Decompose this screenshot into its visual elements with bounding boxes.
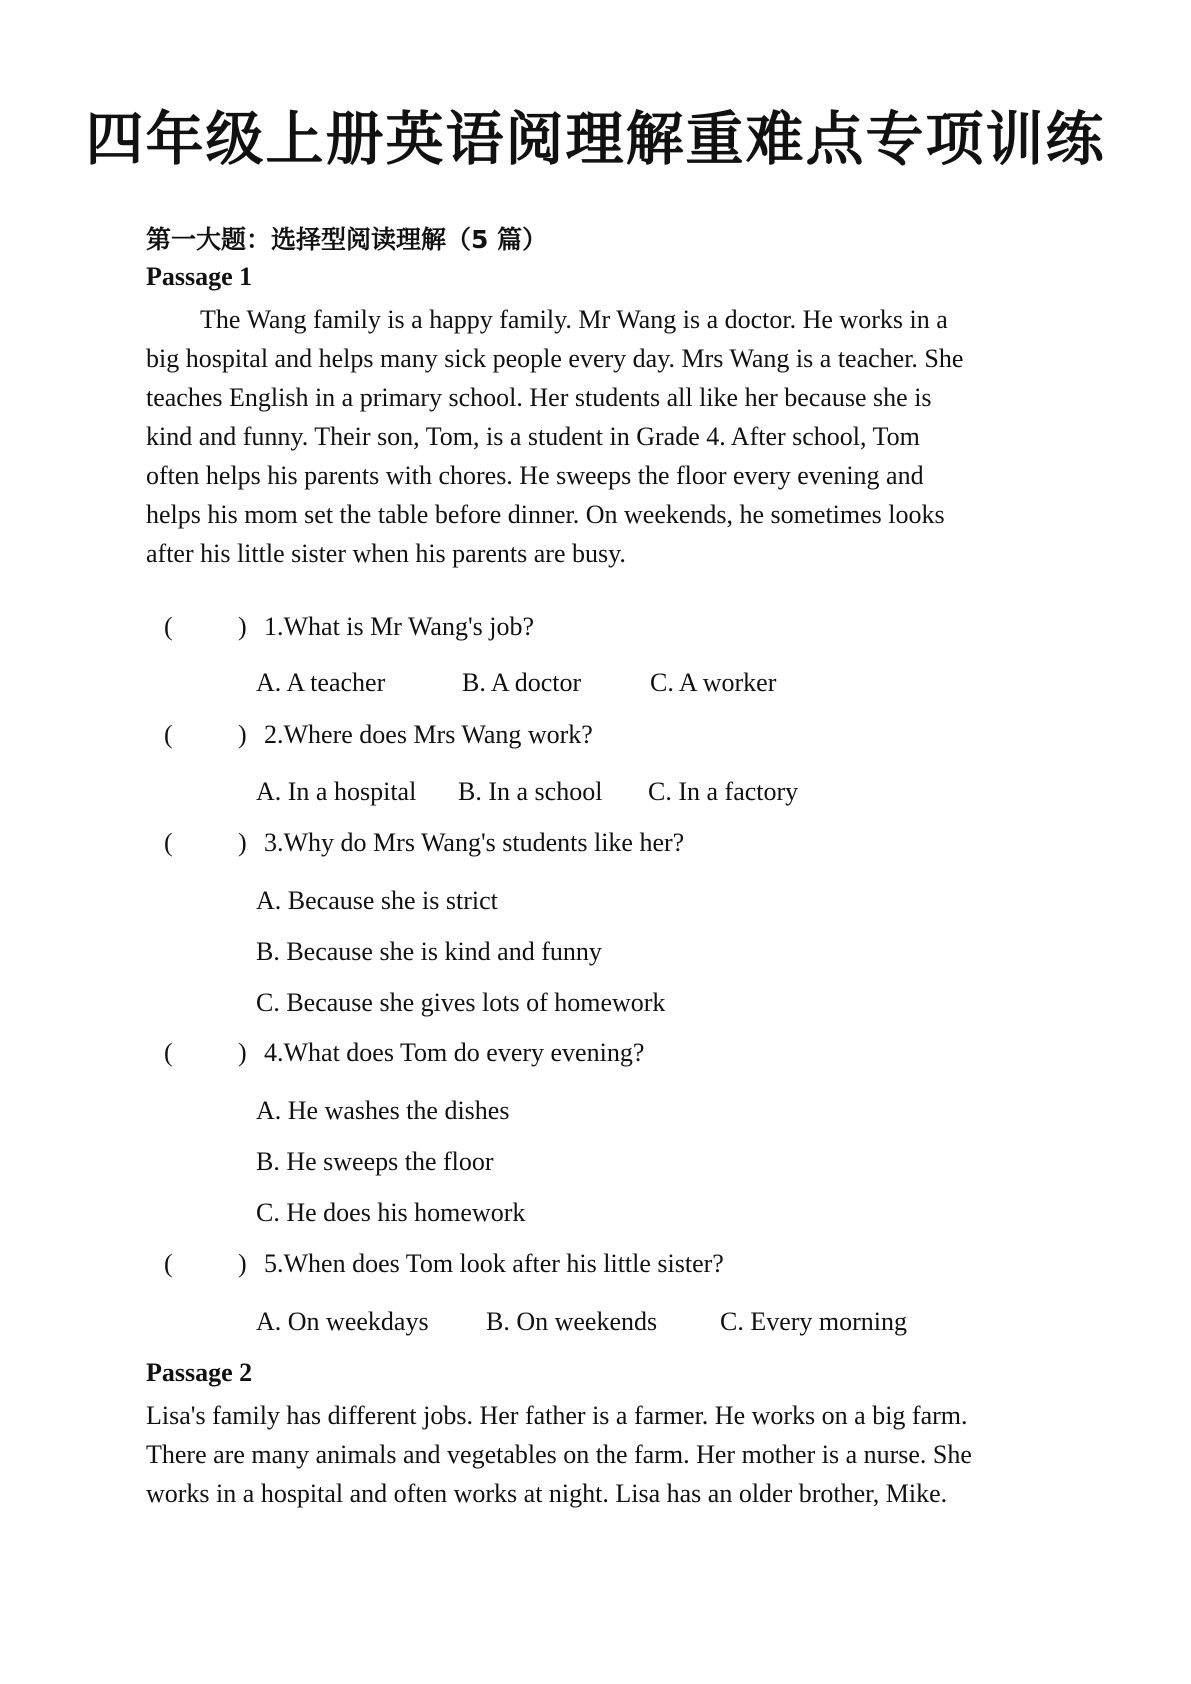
passage-line: The Wang family is a happy family. Mr Wang is a doctor. He works in a [200,305,948,334]
answer-blank-open: ( [164,612,173,641]
passage-line: kind and funny. Their son, Tom, is a student in Grade 4. After school, Tom [146,422,920,451]
question-text: 5.When does Tom look after his little sister? [264,1249,724,1278]
passage-line: Lisa's family has different jobs. Her father is a farmer. He works on a big farm. [146,1401,968,1430]
answer-blank-open: ( [164,1038,173,1067]
answer-blank-close: ) [238,612,247,641]
answer-blank-close: ) [238,720,247,749]
question-text: 2.Where does Mrs Wang work? [264,720,593,749]
option-a: A. Because she is strict [256,886,498,915]
passage-1-text [146,300,1046,573]
answer-blank-close: ) [238,1249,247,1278]
option-a: A. In a hospital [256,777,417,806]
passage-line: often helps his parents with chores. He sweeps the floor every evening and [146,461,924,490]
option-c: C. A worker [650,668,777,697]
option-a: A. On weekdays [256,1307,429,1336]
option-c: C. Every morning [720,1307,908,1336]
option-b: B. He sweeps the floor [256,1147,494,1176]
answer-blank-close: ) [238,828,247,857]
passage-line: works in a hospital and often works at night. Lisa has an older brother, Mike. [146,1479,948,1508]
passage-2-text [146,1396,1046,1513]
option-b: B. A doctor [462,668,582,697]
question-text: 1.What is Mr Wang's job? [264,612,535,641]
option-b: B. In a school [458,777,603,806]
option-b: B. Because she is kind and funny [256,937,602,966]
passage-1-heading: Passage 1 [146,262,253,291]
option-b: B. On weekends [486,1307,658,1336]
answer-blank-open: ( [164,1249,173,1278]
page-title: 四年级上册英语阅理解重难点专项训练 [85,105,1106,173]
option-c: C. He does his homework [256,1198,526,1227]
answer-blank-close: ) [238,1038,247,1067]
question-text: 4.What does Tom do every evening? [264,1038,645,1067]
passage-line: There are many animals and vegetables on the farm. Her mother is a nurse. She [146,1440,972,1469]
question-text: 3.Why do Mrs Wang's students like her? [264,828,685,857]
passage-line: after his little sister when his parents are busy. [146,539,626,568]
option-a: A. A teacher [256,668,386,697]
passage-line: big hospital and helps many sick people every day. Mrs Wang is a teacher. She [146,344,964,373]
answer-blank-open: ( [164,720,173,749]
passage-line: teaches English in a primary school. Her students all like her because she is [146,383,932,412]
section-heading: 第一大题：选择型阅读理解（5 篇） [146,225,548,254]
passage-2-heading: Passage 2 [146,1358,253,1387]
option-c: C. Because she gives lots of homework [256,988,666,1017]
option-a: A. He washes the dishes [256,1096,510,1125]
option-c: C. In a factory [648,777,799,806]
answer-blank-open: ( [164,828,173,857]
passage-line: helps his mom set the table before dinner. On weekends, he sometimes looks [146,500,945,529]
